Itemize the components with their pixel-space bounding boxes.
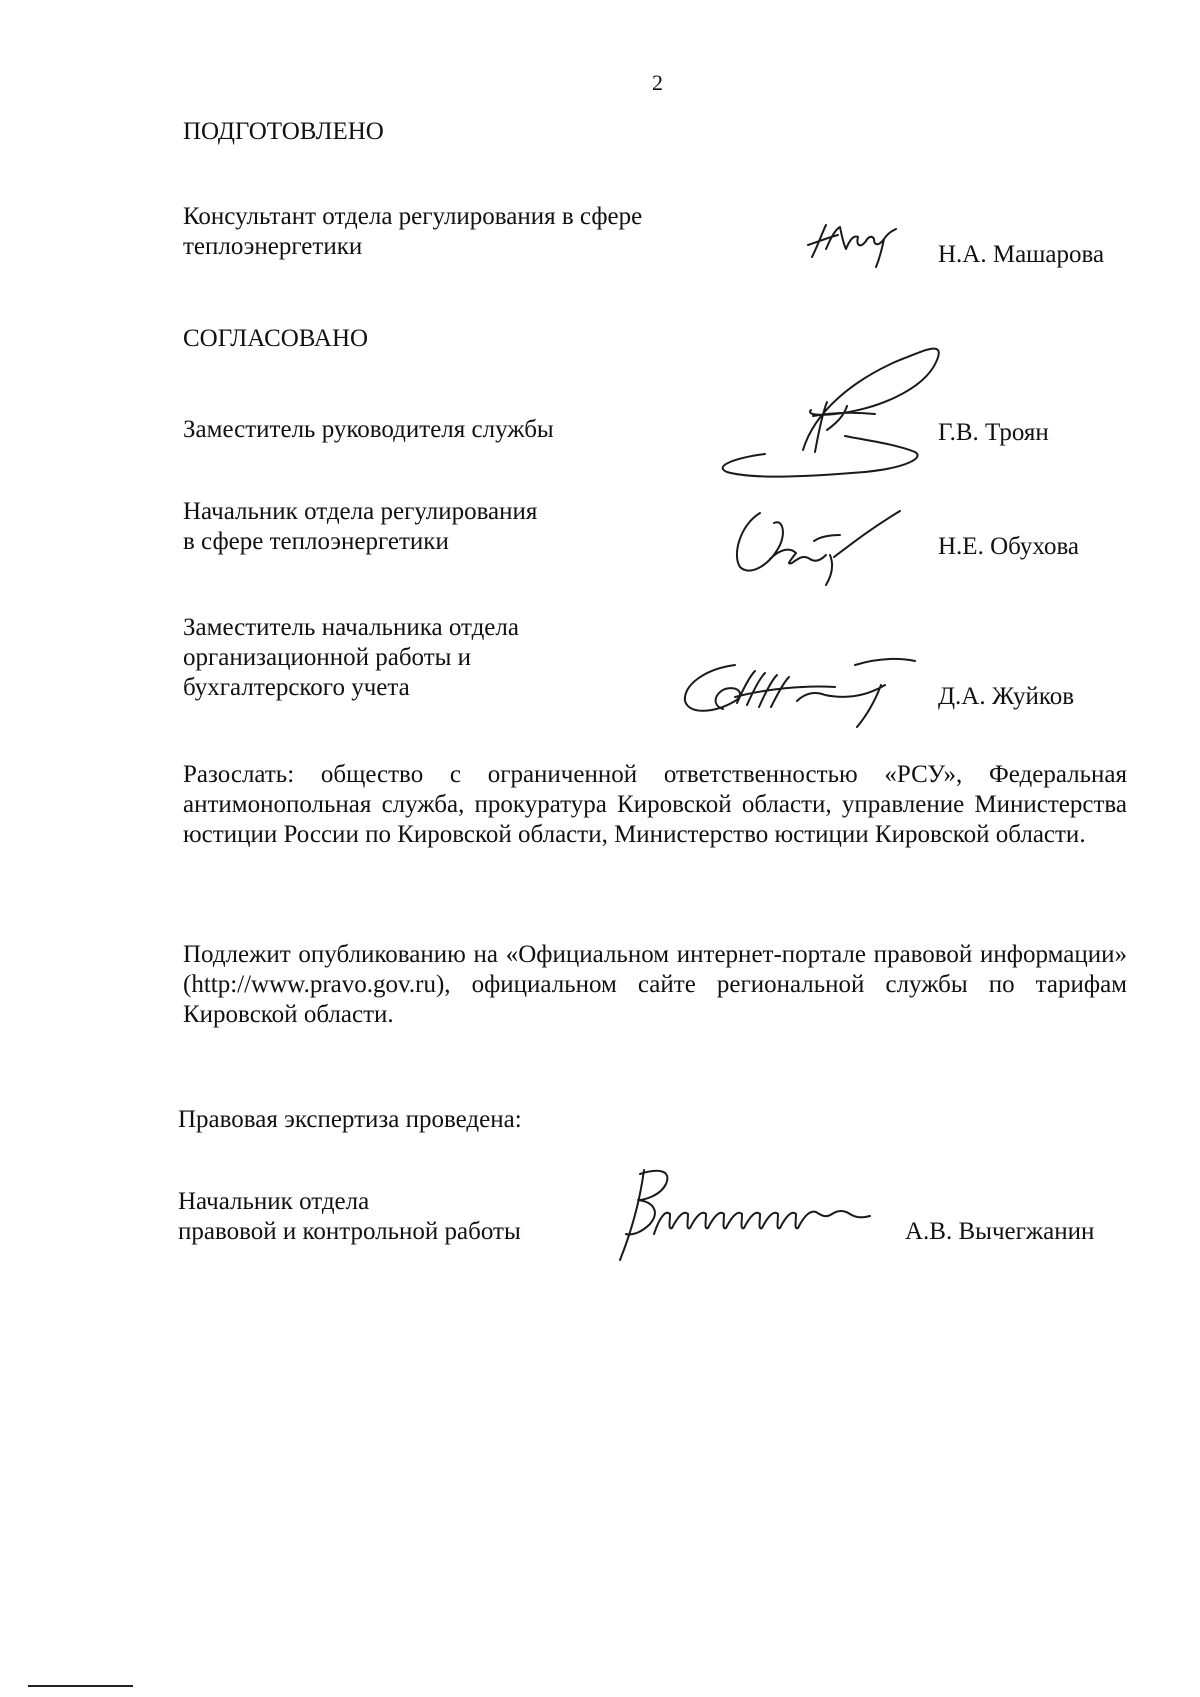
signature-zhuikov: [675, 645, 925, 735]
legal-review-position-line: правовой и контрольной работы: [178, 1218, 521, 1245]
signer-zhuikov-position-line: бухгалтерского учета: [183, 674, 410, 701]
page-number: 2: [652, 70, 663, 95]
signature-vychegzhanin: [580, 1160, 920, 1270]
signer-troyan-position: Заместитель руководителя службы: [183, 416, 554, 443]
distribution-paragraph: Разослать: общество с ограниченной ответственностью «РСУ», Федеральная антимонопольная служба, прокуратура Кировской области, управление Министерства юстиции России по Кировской области, Министерство юстиции Кировской области.: [183, 761, 1127, 848]
prepared-name: Н.А. Машарова: [938, 241, 1105, 268]
prepared-position-line: теплоэнергетики: [183, 233, 363, 260]
legal-review-heading: Правовая экспертиза проведена:: [178, 1106, 522, 1133]
prepared-position: [183, 202, 642, 262]
signature-obukhova: [730, 505, 930, 595]
signer-zhuikov-name: Д.А. Жуйков: [938, 683, 1075, 710]
signer-zhuikov-position-line: организационной работы и: [183, 644, 472, 671]
legal-review-position: [178, 1187, 521, 1247]
signer-zhuikov-position: [183, 613, 519, 703]
agreed-heading: СОГЛАСОВАНО: [183, 325, 369, 352]
legal-review-name: А.В. Вычегжанин: [905, 1218, 1095, 1245]
signature-troyan: [715, 340, 945, 510]
prepared-heading: ПОДГОТОВЛЕНО: [183, 118, 384, 145]
signer-troyan-name: Г.В. Троян: [938, 419, 1049, 446]
signature-masharova: [800, 215, 910, 275]
signer-obukhova-position-line: в сфере теплоэнергетики: [183, 528, 449, 555]
publication-paragraph: Подлежит опубликованию на «Официальном интернет-портале правовой информации» (http://www.pravo.gov.ru), официальном сайте региональной службы по тарифам Кировской области.: [183, 941, 1127, 1028]
scan-edge-mark: [28, 1685, 133, 1687]
signer-zhuikov-position-line: Заместитель начальника отдела: [183, 614, 519, 641]
prepared-position-line: Консультант отдела регулирования в сфере: [183, 203, 643, 230]
signer-obukhova-position-line: Начальник отдела регулирования: [183, 498, 538, 525]
signer-obukhova-position: [183, 497, 537, 557]
legal-review-position-line: Начальник отдела: [178, 1188, 370, 1215]
signer-obukhova-name: Н.Е. Обухова: [938, 533, 1080, 560]
